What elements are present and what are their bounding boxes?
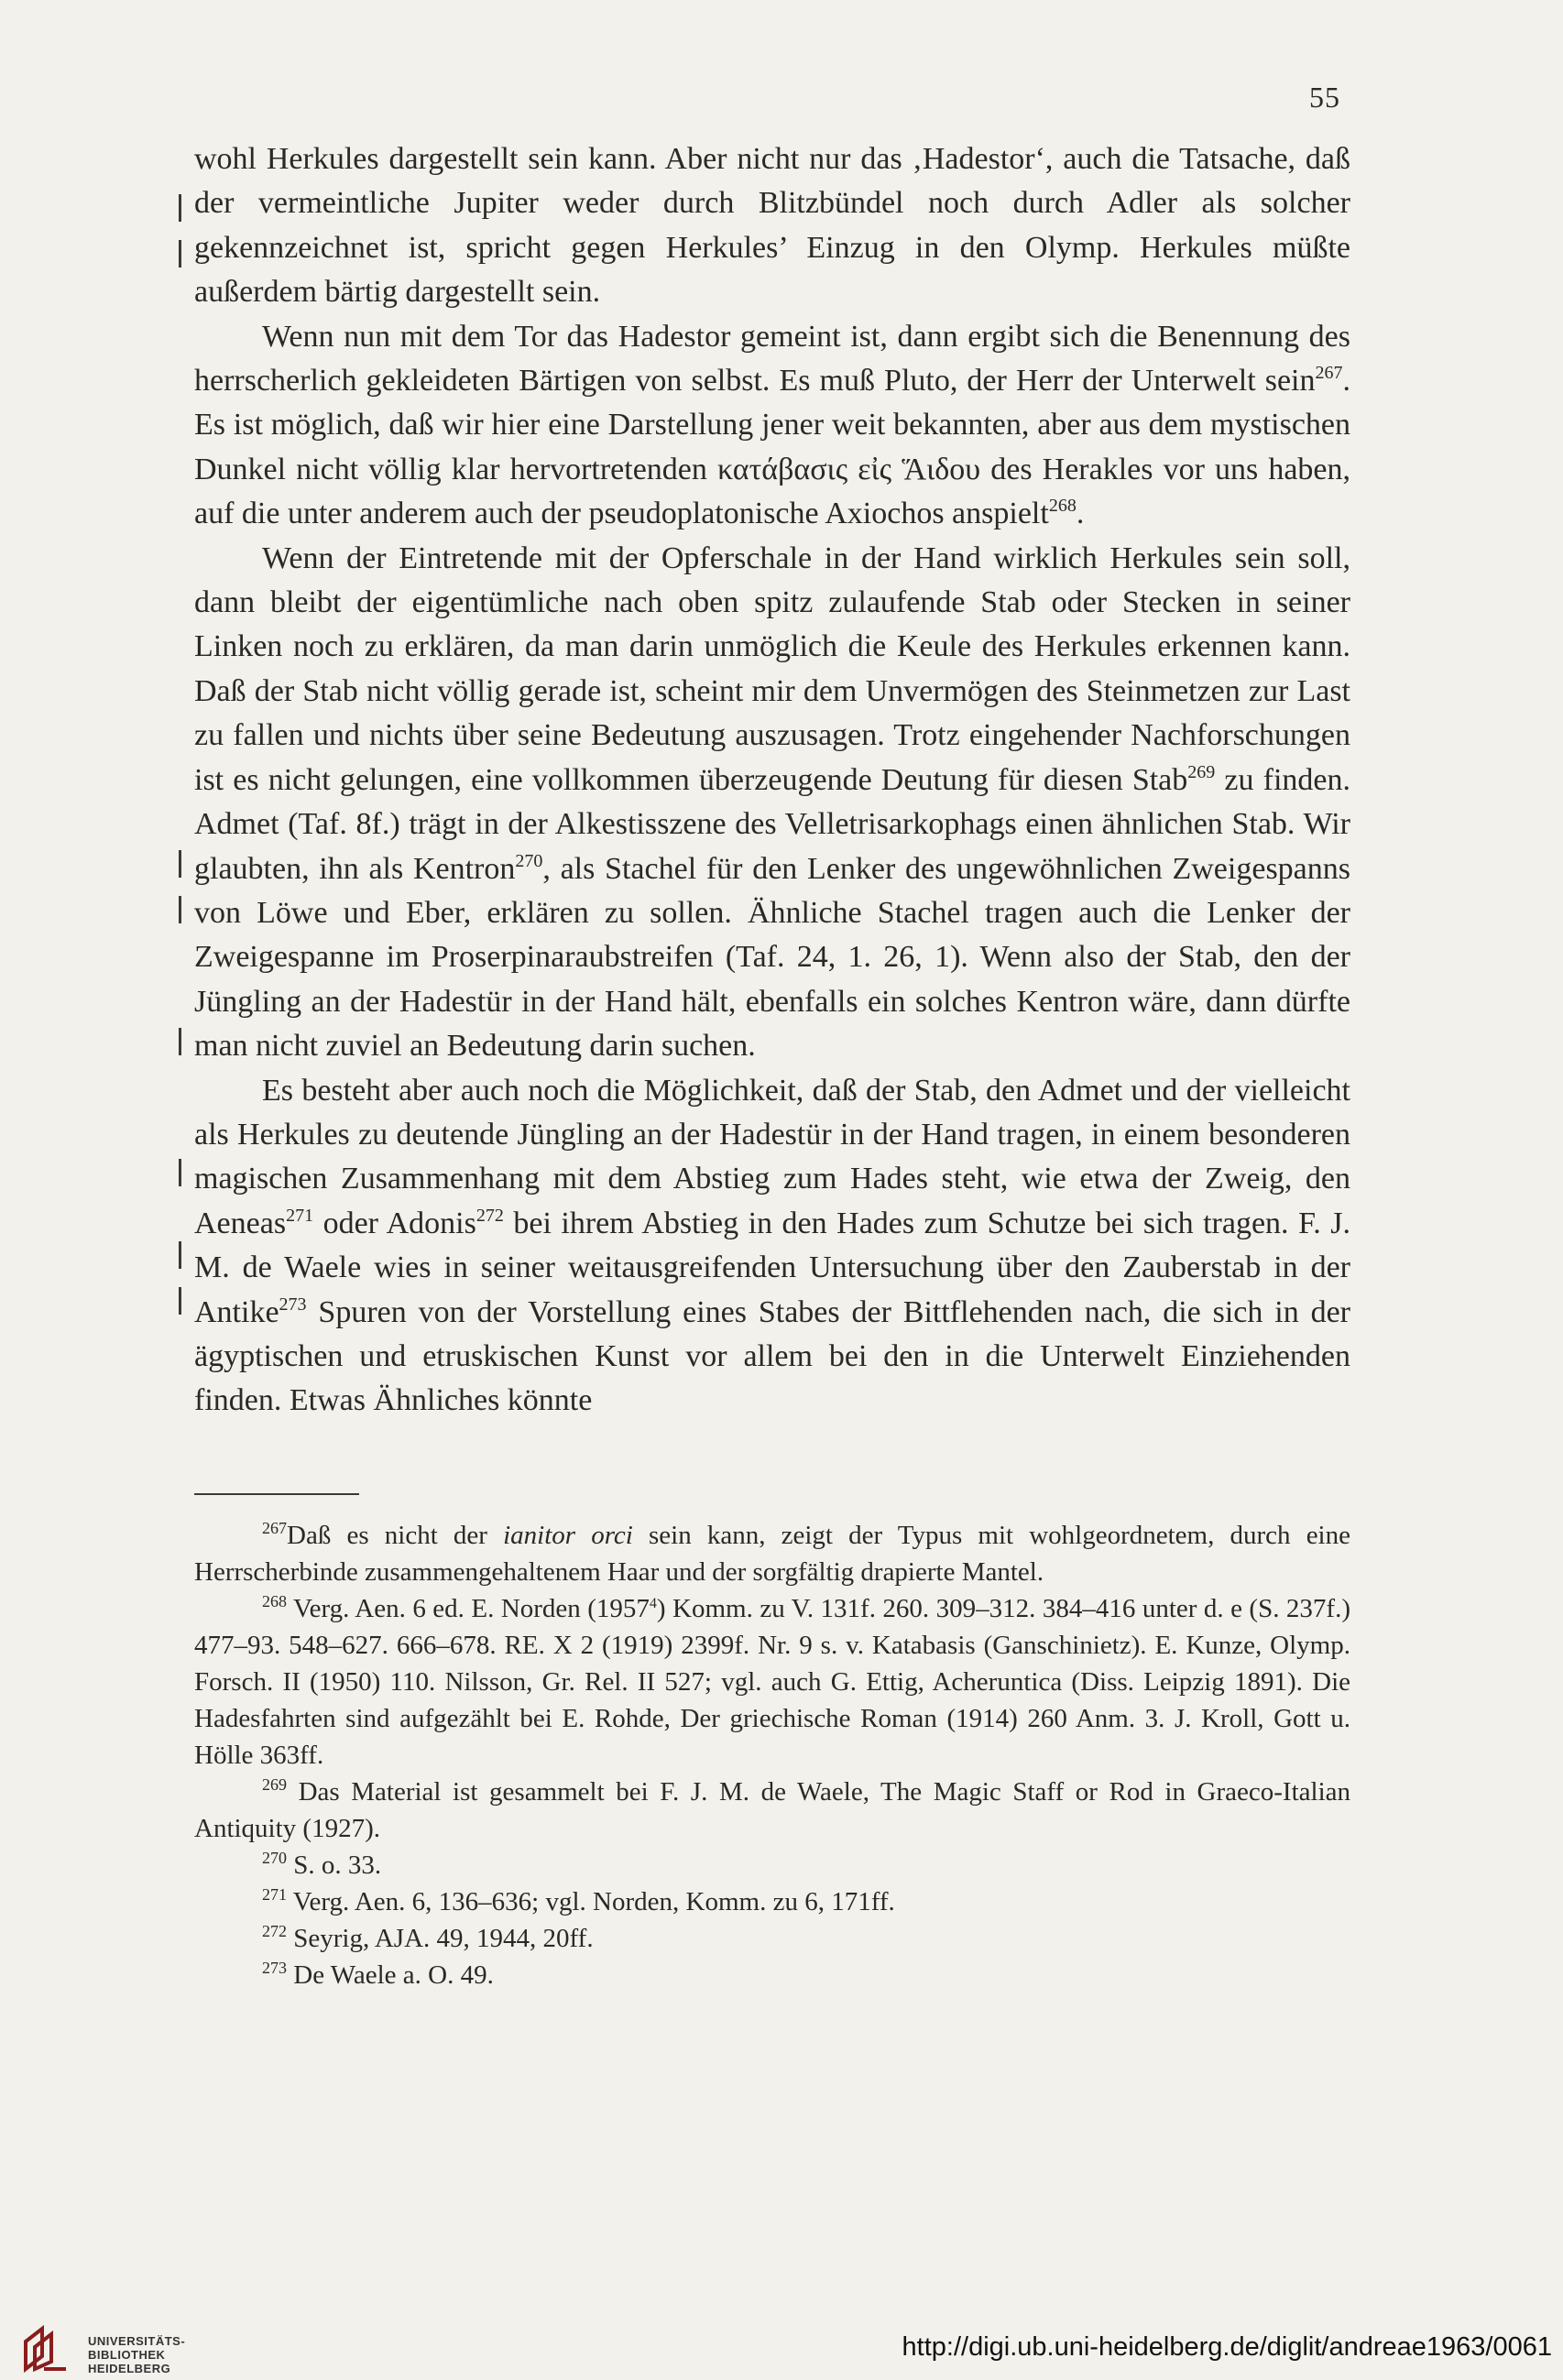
paragraph: wohl Herkules dargestellt sein kann. Aber nicht nur das ‚Hadestor‘, auch die Tatsache, daß der vermeintliche Jupiter weder durch Blitzbündel noch durch Adler als solcher gekennzeichnet ist, spricht gegen Herkules’ Einzug in den Olymp. Herkules müßte außerdem bärtig dargestellt sein.	[194, 142, 1350, 310]
footnote-271: $^{271}$ Verg. Aen. 6, 136–636; vgl. Norden, Komm. zu 6, 171ff.	[262, 1885, 895, 1916]
library-footer	[0, 2316, 1563, 2380]
margin-mark	[179, 240, 181, 267]
library-name: UNIVERSITÄTS- BIBLIOTHEK HEIDELBERG	[88, 2334, 186, 2375]
margin-mark	[179, 194, 181, 222]
footnote-269: $^{269}$ Das Material ist gesammelt bei F. J. M. de Waele, The Magic Staff or Rod in Graeco-Italian Antiquity (1927).	[194, 1775, 1350, 1843]
footnote-ref[interactable]: 270	[515, 850, 543, 871]
paragraph: Es besteht aber auch noch die Möglichkeit, daß der Stab, den Admet und der vielleicht als Herkules zu deutende Jüngling an der Hadestür in der Hand tragen, in einem besonderen magischen Zusammenhang mit dem Abstieg zum Hades steht, wie etwa der Zweig, den Aeneas$^{271}$ oder Adonis$^{272}$ bei ihrem Abstieg in den Hades zum Schutze bei sich tragen. F. J. M. de Waele wies in seiner weitausgreifenden Untersuchung über den Zauberstab in der Antike$^{273}$ Spuren von der Vorstellung eines Stabes der Bittflehenden nach, die sich in der ägyptischen und etruskischen Kunst vor allem bei den in die Unterwelt Einziehenden finden. Etwas Ähnliches könnte	[194, 1073, 1350, 1418]
footnote-270: $^{270}$ S. o. 33.	[262, 1849, 382, 1880]
footnote-272: $^{272}$ Seyrig, AJA. 49, 1944, 20ff.	[262, 1922, 594, 1953]
library-logo-icon[interactable]	[20, 2323, 71, 2375]
footnote-ref[interactable]: 272	[475, 1205, 504, 1226]
paragraph: Wenn der Eintretende mit der Opferschale in der Hand wirklich Herkules sein soll, dann bleibt der eigentümliche nach oben spitz zulaufende Stab oder Stecken in seiner Linken noch zu erklären, da man darin unmöglich die Keule des Herkules erkennen kann. Daß der Stab nicht völlig gerade ist, scheint mir dem Unvermögen des Steinmetzen zur Last zu fallen und nichts über seine Bedeutung auszusagen. Trotz eingehender Nachforschungen ist es nicht gelungen, eine vollkommen überzeugende Deutung für diesen Stab$^{269}$ zu finden. Admet (Taf. 8f.) trägt in der Alkestisszene des Velletrisarkophags einen ähnlichen Stab. Wir glaubten, ihn als Kentron$^{270}$, als Stachel für den Lenker des ungewöhnlichen Zweigespanns von Löwe und Eber, erklären zu sollen. Ähnliche Stachel tragen auch die Lenker der Zweigespanne im Proserpinaraubstreifen (Taf. 24, 1. 26, 1). Wenn also der Stab, den der Jüngling an der Hadestür in der Hand hält, ebenfalls ein solches Kentron wäre, dann dürfte man nicht zuviel an Bedeutung darin suchen.	[194, 540, 1350, 1064]
margin-mark	[179, 896, 181, 923]
footnote-ref[interactable]: 268	[1048, 496, 1077, 517]
footnote-ref[interactable]: 269	[1187, 761, 1216, 782]
source-url[interactable]: http://digi.ub.uni-heidelberg.de/diglit/andreae1963/0061	[902, 2332, 1552, 2362]
paragraph: Wenn nun mit dem Tor das Hadestor gemeint ist, dann ergibt sich die Benennung des herrscherlich gekleideten Bärtigen von selbst. Es muß Pluto, der Herr der Unterwelt sein$^{267}$. Es ist möglich, daß wir hier eine Darstellung jener weit bekannten, aber aus dem mystischen Dunkel nicht völlig klar hervortretenden κατάβασις εἰς Ἅιδου des Herakles vor uns haben, auf die unter anderem auch der pseudoplatonische Axiochos anspielt$^{268}$.	[194, 319, 1350, 531]
margin-mark	[179, 1159, 181, 1186]
page-number: 55	[1309, 81, 1340, 114]
footnotes	[194, 1517, 1350, 1993]
footnote-ref[interactable]: 273	[279, 1294, 307, 1315]
body-text	[194, 137, 1350, 1424]
footnote-ref[interactable]: 267	[1315, 363, 1343, 384]
margin-mark	[179, 1241, 181, 1269]
margin-mark	[179, 850, 181, 878]
footnote-273: $^{273}$ De Waele a. O. 49.	[262, 1959, 494, 1990]
footnote-divider	[194, 1493, 359, 1495]
footnote-ref[interactable]: 271	[286, 1205, 314, 1226]
footnote-267: $^{267}$Daß es nicht der ianitor orci sein kann, zeigt der Typus mit wohlgeordnetem, durch eine Herrscherbinde zusammengehaltenem Haar und der sorgfältig drapierte Mantel.	[194, 1519, 1350, 1587]
margin-mark	[179, 1028, 181, 1055]
footnote-268: $^{268}$ Verg. Aen. 6 ed. E. Norden (1957$^4$) Komm. zu V. 131f. 260. 309–312. 384–416 unter d. e (S. 237f.) 477–93. 548–627. 666–678. RE. X 2 (1919) 2399f. Nr. 9 s. v. Katabasis (Ganschinietz). E. Kunze, Olymp. Forsch. II (1950) 110. Nilsson, Gr. Rel. II 527; vgl. auch G. Ettig, Acheruntica (Diss. Leipzig 1891). Die Hadesfahrten sind aufgezählt bei E. Rohde, Der griechische Roman (1914) 260 Anm. 3. J. Kroll, Gott u. Hölle 363ff.	[194, 1592, 1350, 1770]
margin-mark	[179, 1287, 181, 1315]
